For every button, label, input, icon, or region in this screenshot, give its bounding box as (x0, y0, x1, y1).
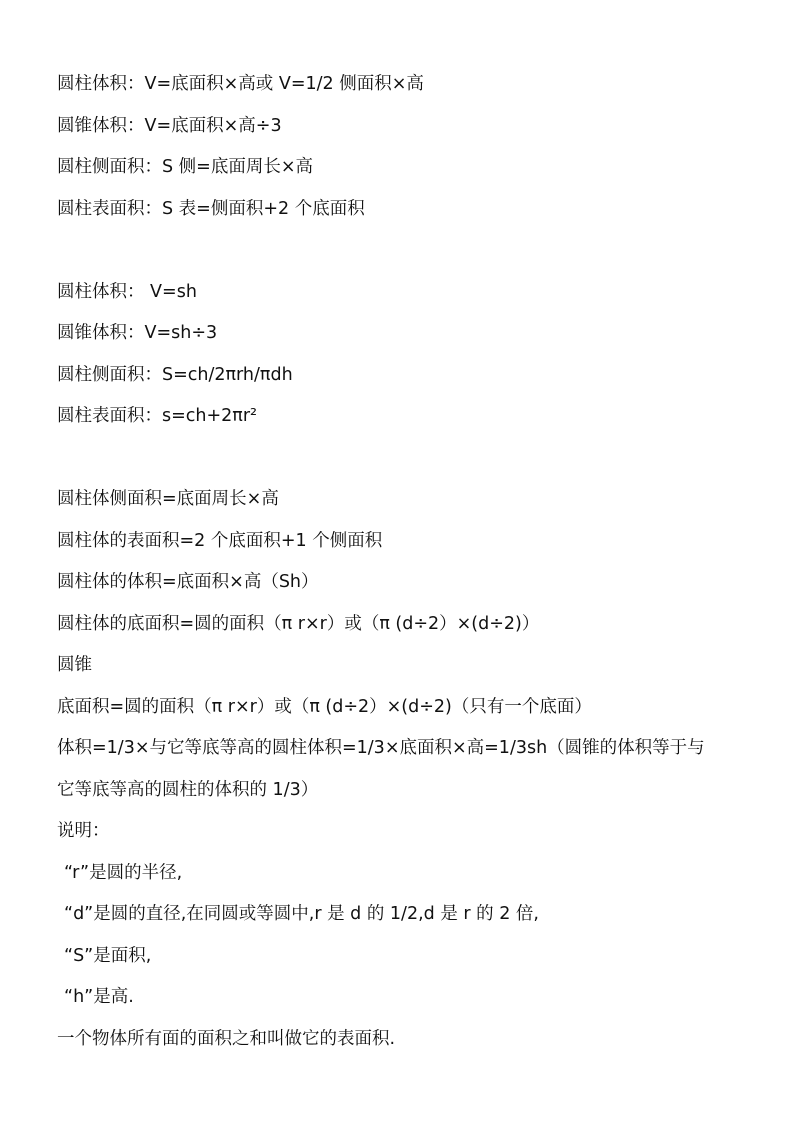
formula-cone-volume-words: 圆锥体积：V=底面积×高÷3 (57, 115, 282, 136)
formula-cylinder-lateral-area-words: 圆柱侧面积：S 侧=底面周长×高 (57, 157, 313, 177)
note-s: “S”是面积, (64, 945, 152, 966)
formula-cylinder-lateral-area-letters: 圆柱侧面积：S=ch/2πrh/πdh (57, 364, 293, 385)
notes-heading: 说明： (57, 821, 110, 841)
formula-cylinder-volume-letters: 圆柱体积： V=sh (57, 281, 197, 302)
document-page (57, 64, 757, 1060)
note-h: “h”是高. (64, 987, 134, 1007)
cylinder-volume: 圆柱体的体积=底面积×高（Sh） (57, 572, 319, 592)
cone-heading: 圆锥 (57, 655, 92, 675)
cone-base-area: 底面积=圆的面积（π r×r）或（π (d÷2）×(d÷2)（只有一个底面） (57, 696, 592, 717)
formula-cylinder-volume-words: 圆柱体积：V=底面积×高或 V=1/2 侧面积×高 (57, 74, 424, 94)
surface-area-definition: 一个物体所有面的面积之和叫做它的表面积. (57, 1028, 396, 1049)
note-r: “r”是圆的半径, (64, 862, 183, 883)
blank-line (57, 230, 757, 272)
blank-line (57, 438, 757, 480)
formula-cylinder-surface-area-words: 圆柱表面积：S 表=侧面积+2 个底面积 (57, 198, 365, 219)
formula-cone-volume-letters: 圆锥体积：V=sh÷3 (57, 323, 218, 343)
cone-volume-continued: 它等底等高的圆柱的体积的 1/3） (57, 779, 319, 800)
note-d: “d”是圆的直径,在同圆或等圆中,r 是 d 的 1/2,d 是 r 的 2 倍, (64, 904, 539, 924)
cone-volume: 体积=1/3×与它等底等高的圆柱体积=1/3×底面积×高=1/3sh（圆锥的体积等于与 (57, 738, 705, 758)
cylinder-lateral-area: 圆柱体侧面积=底面周长×高 (57, 489, 279, 509)
cylinder-base-area: 圆柱体的底面积=圆的面积（π r×r）或（π (d÷2）×(d÷2)） (57, 613, 540, 634)
cylinder-surface-area: 圆柱体的表面积=2 个底面积+1 个侧面积 (57, 530, 383, 551)
formula-cylinder-surface-area-letters: 圆柱表面积：s=ch+2πr² (57, 406, 258, 426)
